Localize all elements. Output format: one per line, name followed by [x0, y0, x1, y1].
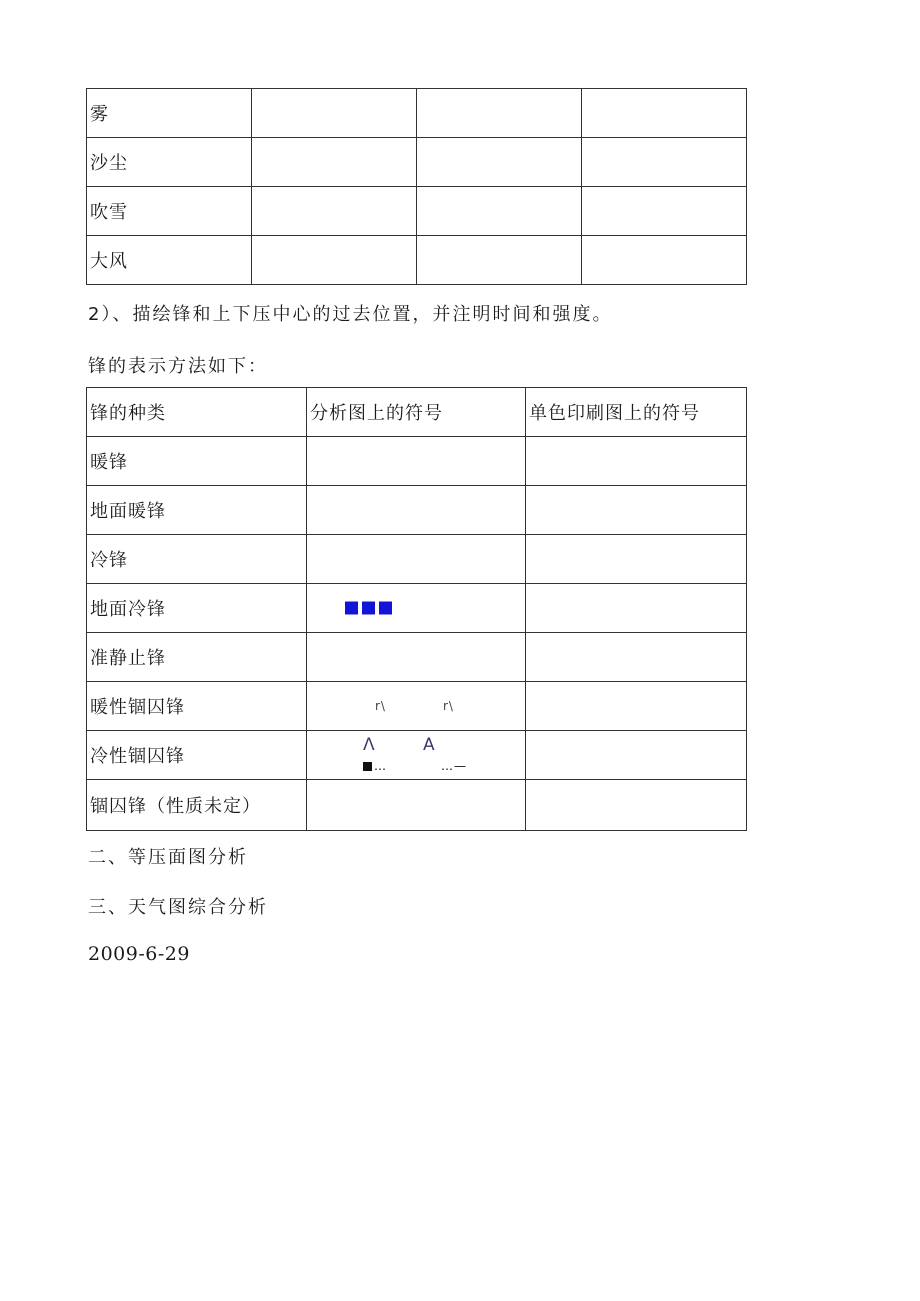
document-date: 2009-6-29	[88, 943, 190, 965]
weather-table	[86, 88, 747, 285]
warm-occluded-mark: r\	[443, 699, 454, 713]
header-analysis-symbol: 分析图上的符号	[307, 388, 526, 437]
square-mark	[379, 602, 392, 615]
row-label: 准静止锋	[87, 633, 307, 682]
cold-occluded-top-mark: A	[423, 735, 436, 755]
section-heading-isobaric: 二、等压面图分析	[88, 847, 248, 868]
row-label: 吹雪	[87, 187, 252, 236]
row-label: 暖锋	[87, 437, 307, 486]
block-mark	[363, 762, 372, 771]
table-row	[87, 731, 747, 780]
cold-occluded-bottom-mark: …—	[441, 759, 467, 773]
cold-occluded-top-mark: Λ	[363, 735, 376, 755]
square-mark	[345, 602, 358, 615]
row-label: 地面暖锋	[87, 486, 307, 535]
table-row	[87, 89, 747, 138]
header-mono-symbol: 单色印刷图上的符号	[526, 388, 747, 437]
table-row	[87, 780, 747, 831]
warm-occluded-front-symbol	[307, 682, 526, 731]
table-row	[87, 486, 747, 535]
square-marks	[345, 602, 396, 615]
section-heading-synoptic: 三、天气图综合分析	[88, 897, 268, 918]
row-label: 暖性锢囚锋	[87, 682, 307, 731]
row-label: 锢囚锋（性质未定）	[87, 780, 307, 831]
front-intro-paragraph: 锋的表示方法如下：	[88, 356, 268, 377]
warm-occluded-mark: r\	[375, 699, 386, 713]
instruction-paragraph: 2）、描绘锋和上下压中心的过去位置，并注明时间和强度。	[88, 304, 613, 325]
table-row	[87, 236, 747, 285]
table-header-row	[87, 388, 747, 437]
row-label: 沙尘	[87, 138, 252, 187]
table-row	[87, 535, 747, 584]
table-row	[87, 138, 747, 187]
cold-occluded-bottom-mark: …	[363, 759, 387, 773]
row-label: 雾	[87, 89, 252, 138]
table-row	[87, 187, 747, 236]
row-label: 冷性锢囚锋	[87, 731, 307, 780]
surface-cold-front-symbol	[307, 584, 526, 633]
table-row	[87, 633, 747, 682]
row-label: 大风	[87, 236, 252, 285]
square-mark	[362, 602, 375, 615]
row-label: 冷锋	[87, 535, 307, 584]
table-row	[87, 437, 747, 486]
row-label: 地面冷锋	[87, 584, 307, 633]
header-front-type: 锋的种类	[87, 388, 307, 437]
front-symbol-table	[86, 387, 747, 831]
table-row	[87, 682, 747, 731]
table-row	[87, 584, 747, 633]
cold-occluded-front-symbol	[307, 731, 526, 780]
